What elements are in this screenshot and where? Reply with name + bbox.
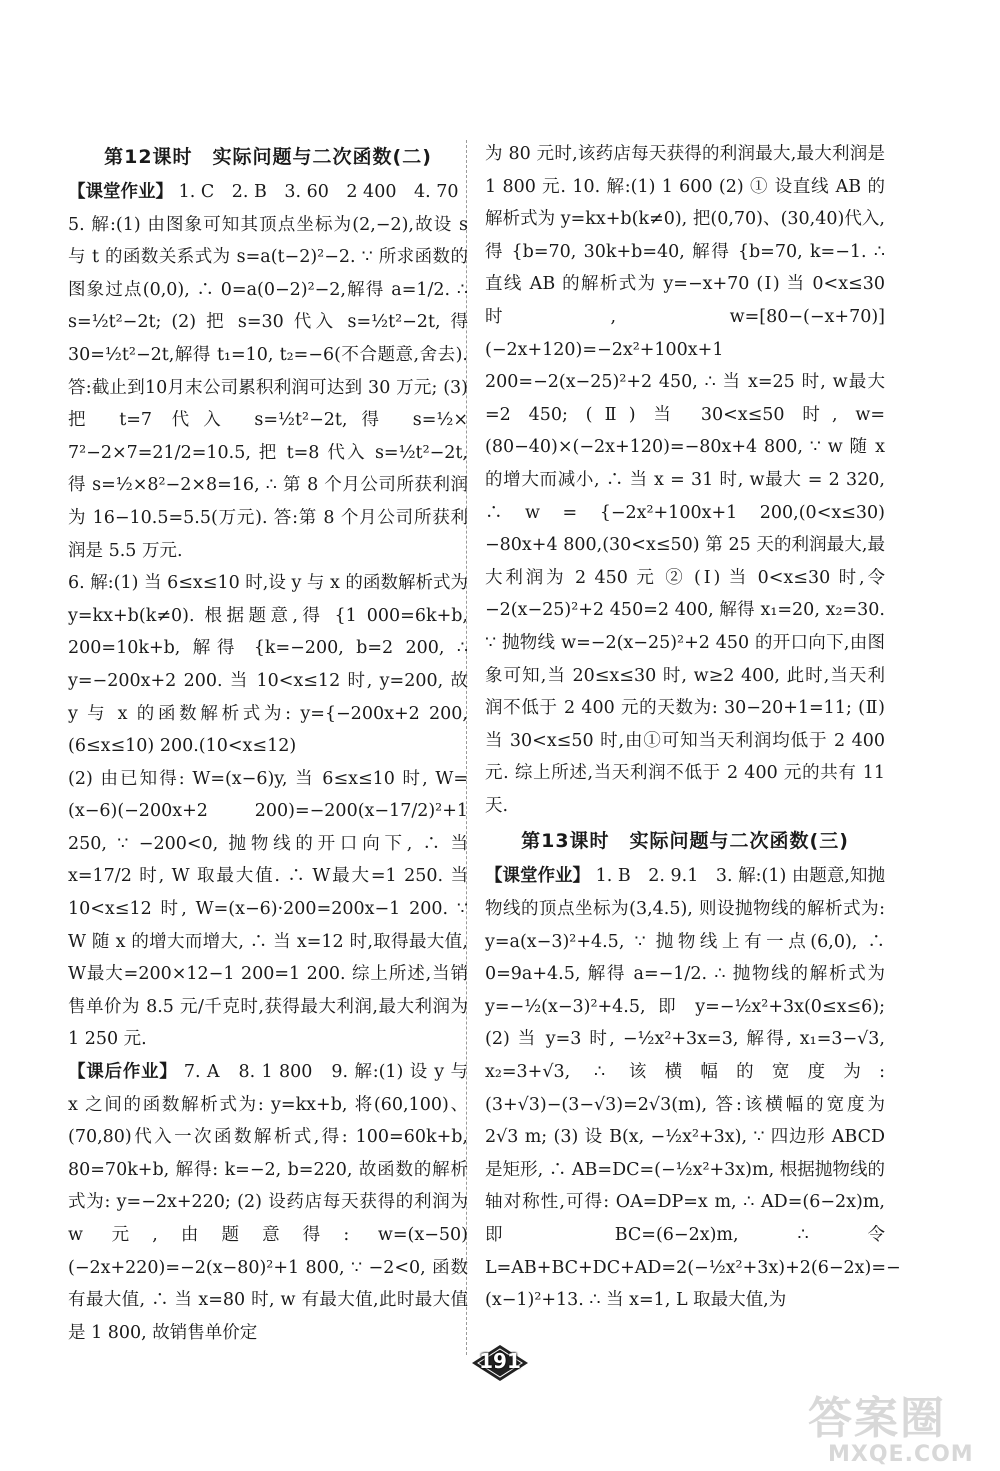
class-homework-answers	[68, 176, 468, 209]
page-number-badge	[470, 1343, 530, 1383]
watermark-text: 答案圈	[808, 1393, 946, 1444]
after-class-answers	[68, 1056, 468, 1349]
section-title-12: 第12课时 实际问题与二次函数(二)	[104, 146, 432, 168]
answer-6-part1: 6. 解:(1) 当 6≤x≤10 时,设 y 与 x 的函数解析式为 y=kx+b(k≠0). 根据题意,得 {1 000=6k+b, 200=10k+b, 解得 {k=−200, b=2 200, ∴ y=−200x+2 200. 当 10<x≤12 时, y=200, 故 y 与 x 的函数解析式为: y={−200x+2 200,(6≤x≤10) 200.(10<x≤12)	[68, 573, 468, 757]
class-homework-tag: 【课堂作业】	[68, 182, 173, 202]
watermark-logo	[808, 1395, 998, 1469]
section-title-13: 第13课时 实际问题与二次函数(三)	[521, 830, 849, 853]
left-column	[68, 138, 468, 1349]
answer-6-part2: (2) 由已知得: W=(x−6)y, 当 6≤x≤10 时, W=(x−6)(−200x+2 200)=−200(x−17/2)²+1 250, ∵ −200<0, 抛物线的开口向下, ∴ 当 x=17/2 时, W 取最大值. ∴ W最大=1 250. 当 10<x≤12 时, W=(x−6)·200=200x−1 200. ∵ W 随 x 的增大而增大, ∴ 当 x=12 时,取得最大值, W最大=200×12−1 200=1 200. 综上所述,当销售单价为 8.5 元/千克时,获得最大利润,最大利润为 1 250 元.	[68, 768, 468, 1050]
answers-7-9: 7. A 8. 1 800 9. 解:(1) 设 y 与 x 之间的函数解析式为: y=kx+b, 将(60,100)、(70,80)代入一次函数解析式,得: 100=60k+b, 80=70k+b, 解得: k=−2, b=220, 故函数的解析式为: y=−2x+220; (2) 设药店每天获得的利润为 w 元,由题意得: w=(x−50)(−2x+220)=−2(x−80)²+1 800, ∵ −2<0, 函数有最大值, ∴ 当 x=80 时, w 有最大值,此时最大值是 1 800, 故销售单价定	[68, 1062, 468, 1343]
class-homework-answers-13	[485, 860, 901, 1316]
answers-13: 1. B 2. 9.1 3. 解:(1) 由题意,知抛物线的顶点坐标为(3,4.5), 则设抛物线的解析式为: y=a(x−3)²+4.5, ∵ 抛物线上有一点(6,0), ∴ 0=9a+4.5, 解得 a=−1/2. ∴ 抛物线的解析式为 y=−½(x−3)²+4.5, 即 y=−½x²+3x(0≤x≤6); (2) 当 y=3 时, −½x²+3x=3, 解得, x₁=3−√3, x₂=3+√3, ∴ 该横幅的宽度为: (3+√3)−(3−√3)=2√3(m), 答:该横幅的宽度为 2√3 m; (3) 设 B(x, −½x²+3x), ∵ 四边形 ABCD 是矩形, ∴ AB=DC=(−½x²+3x)m, 根据抛物线的轴对称性,可得: OA=DP=x m, ∴ AD=(6−2x)m, 即 BC=(6−2x)m, ∴ 令 L=AB+BC+DC+AD=2(−½x²+3x)+2(6−2x)=−(x−1)²+13. ∴ 当 x=1, L 取最大值,为	[485, 866, 901, 1311]
answers-1-4: 1. C 2. B 3. 60 2 400 4. 70	[173, 182, 459, 202]
answer-5: 5. 解:(1) 由图象可知其顶点坐标为(2,−2),故设 s 与 t 的函数关系式为 s=a(t−2)²−2. ∵ 所求函数的图象过点(0,0), ∴ 0=a(0−2)²−2,解得 a=1/2. ∴ s=½t²−2t; (2) 把 s=30 代入 s=½t²−2t, 得 30=½t²−2t,解得 t₁=10, t₂=−6(不合题意,舍去). 答:截止到10月末公司累积利润可达到 30 万元; (3) 把 t=7 代入 s=½t²−2t,得 s=½× 7²−2×7=21/2=10.5, 把 t=8 代入 s=½t²−2t,得 s=½×8²−2×8=16, ∴ 第 8 个月公司所获利润为 16−10.5=5.5(万元). 答:第 8 个月公司所获利润是 5.5 万元.	[68, 214, 468, 561]
class-homework-tag-13: 【课堂作业】	[485, 866, 591, 887]
watermark-url: MXQE.COM	[828, 1442, 974, 1467]
right-column	[485, 138, 901, 1317]
answer-9-10-continued: 为 80 元时,该药店每天获得的利润最大,最大利润是 1 800 元. 10. 解:(1) 1 600 (2) ① 设直线 AB 的解析式为 y=kx+b(k≠0), 把(0,70)、(30,40)代入,得 {b=70, 30k+b=40, 解得 {b=70, k=−1. ∴ 直线 AB 的解析式为 y=−x+70 (Ⅰ) 当 0<x≤30 时, w=[80−(−x+70)](−2x+120)=−2x²+100x+1 200=−2(x−25)²+2 450, ∴ 当 x=25 时, w最大=2 450; (Ⅱ) 当 30<x≤50 时, w=(80−40)×(−2x+120)=−80x+4 800, ∵ w 随 x 的增大而减小, ∴ 当 x = 31 时, w最大 = 2 320, ∴ w = {−2x²+100x+1 200,(0<x≤30) −80x+4 800,(30<x≤50) 第 25 天的利润最大,最大利润为 2 450 元 ② (Ⅰ) 当 0<x≤30 时,令 −2(x−25)²+2 450=2 400, 解得 x₁=20, x₂=30. ∵ 抛物线 w=−2(x−25)²+2 450 的开口向下,由图象可知,当 20≤x≤30 时, w≥2 400, 此时,当天利润不低于 2 400 元的天数为: 30−20+1=11; (Ⅱ) 当 30<x≤50 时,由①可知当天利润均低于 2 400 元. 综上所述,当天利润不低于 2 400 元的共有 11 天.	[485, 144, 885, 816]
after-class-tag: 【课后作业】	[68, 1062, 178, 1083]
page-number: 191	[479, 1349, 521, 1373]
